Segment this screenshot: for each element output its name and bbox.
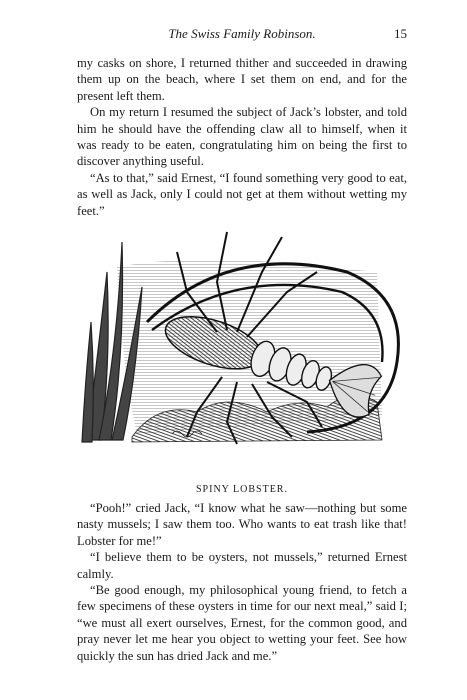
running-title: The Swiss Family Robinson.	[168, 26, 316, 41]
paragraph: my casks on shore, I returned thither and succeeded in drawing them up on the beach, where I set them on end, and for the present left them.	[77, 56, 407, 103]
paragraph: “I believe them to be oysters, not mussels,” returned Ernest calmly.	[77, 550, 407, 581]
paragraph: “Pooh!” cried Jack, “I know what he saw—nothing but some nasty mussels; I saw them too. Who wants to eat trash like that! Lobster for me!”	[77, 501, 407, 548]
page-number: 15	[394, 26, 407, 41]
paragraph: On my return I resumed the subject of Jack’s lobster, and told him he should have the offending claw all to himself, when it was ready to be eaten, congratulating him on being the first to discover anything useful.	[77, 105, 407, 169]
paragraph: “As to that,” said Ernest, “I found something very good to eat, as well as Jack, only I could not get at them without wetting my feet.”	[77, 170, 407, 218]
figure-caption: SPINY LOBSTER.	[196, 484, 288, 495]
paragraph: “Be good enough, my philosophical young friend, to fetch a few specimens of these oysters in time for our next meal,” said I; “we must all exert ourselves, Ernest, for the common good, and pray never let me hear you object to wetting your feet. See how quickly the sun has dried Jack and me.”	[77, 583, 407, 663]
spiny-lobster-engraving-icon	[77, 212, 407, 452]
body-text-top	[77, 55, 407, 219]
page-header	[77, 26, 407, 46]
lobster-illustration	[77, 212, 407, 452]
body-text-bottom	[77, 500, 407, 664]
